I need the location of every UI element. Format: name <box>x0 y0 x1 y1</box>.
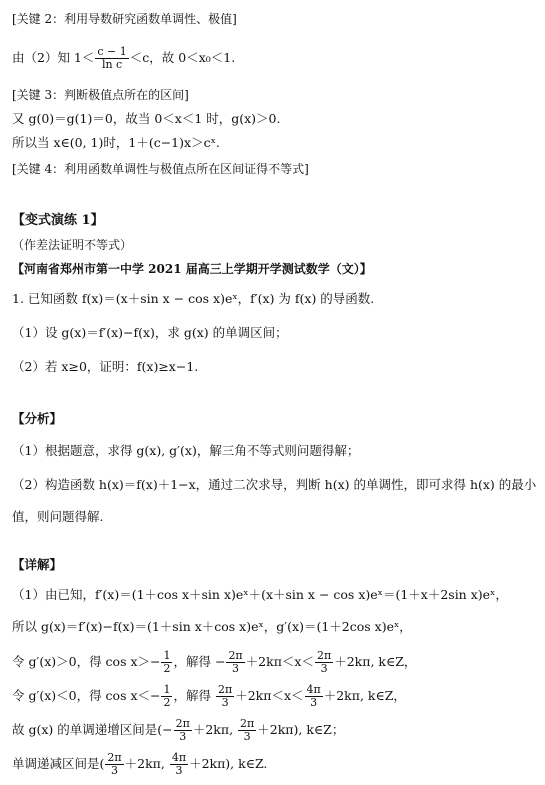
text: ＋2kπ), k∈Z； <box>257 722 345 737</box>
line-conclusion: 所以当 x∈(0, 1)时，1＋(c−1)x＞cˣ. <box>12 135 220 150</box>
analysis-heading: 【分析】 <box>12 411 63 426</box>
detail-1: （1）由已知，f′(x)＝(1＋cos x＋sin x)eˣ＋(x＋sin x − cos x)eˣ＝(1＋x＋2sin x)eˣ， <box>12 587 508 602</box>
denominator: 3 <box>320 662 328 675</box>
key-note-3: [关键 3：判断极值点所在的区间] <box>12 88 189 102</box>
text: 由（2）知 1＜ <box>12 50 95 65</box>
numerator: 2π <box>316 649 332 662</box>
detail-3 <box>12 650 416 675</box>
fraction <box>315 650 333 675</box>
text: ＋2kπ, <box>124 756 169 771</box>
problem-part-1: （1）设 g(x)＝f′(x)−f(x)，求 g(x) 的单调区间； <box>12 325 288 340</box>
line-ratio-bound <box>12 46 235 71</box>
denominator: 3 <box>179 730 187 743</box>
text: 令 g′(x)＜0，得 cos x＜− <box>12 688 161 703</box>
numerator: 2π <box>217 683 233 696</box>
fraction <box>305 684 323 709</box>
detail-heading: 【详解】 <box>12 557 63 572</box>
fraction <box>238 718 256 743</box>
line-g-values: 又 g(0)＝g(1)＝0，故当 0＜x＜1 时，g(x)＞0. <box>12 111 281 126</box>
denominator: 3 <box>221 696 229 709</box>
fraction <box>216 684 234 709</box>
text: ＋2kπ＜x＜ <box>235 688 304 703</box>
numerator: 2π <box>175 717 190 730</box>
key-note-2: [关键 2：利用导数研究函数单调性、极值] <box>12 12 237 26</box>
fraction <box>95 46 128 71</box>
fraction <box>174 718 192 743</box>
fraction <box>161 650 172 675</box>
denominator: ln c <box>101 58 123 71</box>
problem-part-2: （2）若 x≥0，证明：f(x)≥x−1. <box>12 359 199 374</box>
text: 单调递减区间是( <box>12 756 105 771</box>
numerator: 1 <box>163 683 171 696</box>
text: 令 g′(x)＞0，得 cos x＞− <box>12 654 161 669</box>
detail-5 <box>12 718 344 743</box>
numerator: 2π <box>107 751 122 764</box>
text: ，解得 <box>173 688 215 703</box>
fraction <box>105 752 123 777</box>
problem-statement: 1. 已知函数 f(x)＝(x＋sin x − cos x)eˣ，f′(x) 为 f(x) 的导函数. <box>12 291 375 306</box>
text: ＋2kπ, <box>192 722 238 737</box>
key-note-4: [关键 4：利用函数单调性与极值点所在区间证得不等式] <box>12 162 309 176</box>
numerator: 2π <box>228 649 243 662</box>
text: ＋2kπ, k∈Z， <box>334 654 417 669</box>
denominator: 3 <box>232 662 240 675</box>
denominator: 3 <box>243 730 251 743</box>
section-subtitle: （作差法证明不等式） <box>12 238 133 252</box>
analysis-3: 值，则问题得解. <box>12 509 104 524</box>
text: ＋2kπ, k∈Z， <box>323 688 406 703</box>
numerator: 2π <box>240 717 255 730</box>
denominator: 3 <box>175 764 183 777</box>
numerator: 4π <box>171 751 187 764</box>
denominator: 2 <box>163 696 171 709</box>
detail-4 <box>12 684 406 709</box>
section-heading: 【变式演练 1】 <box>12 213 104 228</box>
analysis-1: （1）根据题意，求得 g(x), g′(x)，解三角不等式则问题得解； <box>12 443 360 458</box>
analysis-2: （2）构造函数 h(x)＝f(x)＋1−x，通过二次求导，判断 h(x) 的单调性，即可求得 h(x) 的最小 <box>12 477 537 492</box>
text: ＋2kπ＜x＜ <box>245 654 314 669</box>
text: ＋2kπ), k∈Z. <box>189 756 268 771</box>
fraction <box>161 684 172 709</box>
numerator: c − 1 <box>97 45 127 58</box>
detail-6 <box>12 752 267 777</box>
denominator: 3 <box>310 696 318 709</box>
denominator: 3 <box>111 764 118 777</box>
text: ＜c，故 0＜x₀＜1. <box>129 50 236 65</box>
numerator: 4π <box>306 683 321 696</box>
denominator: 2 <box>163 662 171 675</box>
numerator: 1 <box>163 649 171 662</box>
text: ，解得 − <box>173 654 226 669</box>
text: 故 g(x) 的单调递增区间是(− <box>12 722 173 737</box>
problem-source: 【河南省郑州市第一中学 2021 届高三上学期开学测试数学（文）】 <box>12 262 372 276</box>
fraction <box>226 650 244 675</box>
fraction <box>170 752 188 777</box>
detail-2: 所以 g(x)＝f′(x)−f(x)＝(1＋sin x＋cos x)eˣ，g′(x)＝(1＋2cos x)eˣ， <box>12 619 412 634</box>
